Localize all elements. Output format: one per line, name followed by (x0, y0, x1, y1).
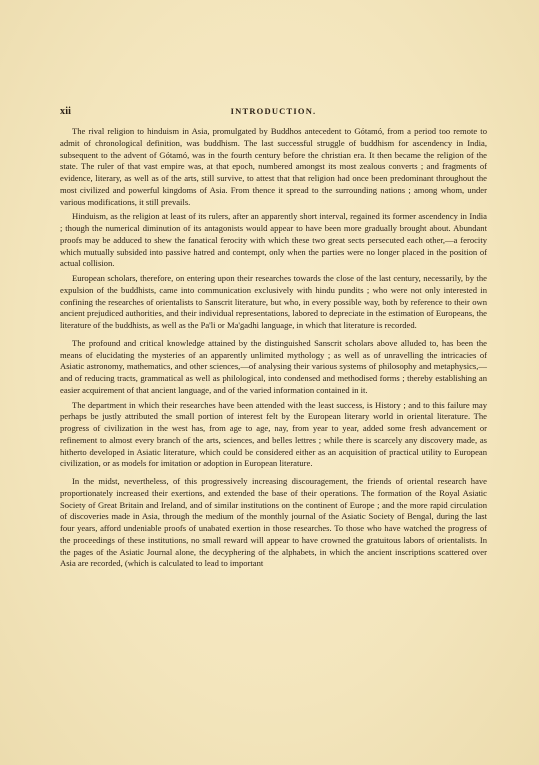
paragraph-history: The department in which their researches have been attended with the least success, is History ; and to this failure may perhaps be justly attributed the small portion of interest felt by the European literary world in oriental literature. The progress of civilization in the west has, from age to age, nay, from year to year, added some fresh advancement or refinement to almost every branch of the arts, sciences, and belles lettres ; while there is scarcely any discovery made, as hitherto developed in Asiatic literature, which could be considered either as an acquisition of practical utility to European civilization, or as models for imitation or adoption in European literature. (60, 399, 487, 469)
page-number: xii (60, 106, 72, 117)
page-header (60, 106, 487, 120)
body-text (60, 126, 487, 573)
paragraph-hinduism: Hinduism, as the religion at least of its rulers, after an apparently short interval, regained its former ascendency in India ; though the numerical diminution of its antagonists would appear to have been more gradually brought about. Abundant proofs may be adduced to shew the fanatical ferocity with which these two great sects persecuted each other,—a ferocity which mutually subsided into passive hatred and contempt, only when the parties were no longer placed in the position of actual collision. (60, 211, 487, 269)
paragraph-european-scholars: European scholars, therefore, on entering upon their researches towards the close of the last century, necessarily, by the expulsion of the buddhists, came into communication exclusively with hindu pundits ; who were not only interested in confining the researches of orientalists to Sanscrit literature, but who, in every possible way, both by reference to their own ancient prejudiced authorities, and their individual representations, labored to depreciate in the estimation of Europeans, the literature of the buddhists, as well as the Pa'li or Ma'gadhi language, in which that literature is recorded. (60, 273, 487, 330)
running-head: INTRODUCTION. (230, 106, 317, 116)
paragraph-sanscrit-knowledge: The profound and critical knowledge attained by the distinguished Sanscrit scholars above alluded to, has been the means of elucidating the mysteries of an apparently unlimited mythology ; as well as of unravelling the intricacies of Asiatic astronomy, mathematics, and other sciences,—of analysing their various systems of philosophy and metaphysics,—and of reducing tracts, grammatical as well as philological, into condensed and methodised forms ; thereby establishing an easier acquirement of that ancient language, and of the varied information contained in it. (60, 337, 487, 395)
paragraph-oriental-research: In the midst, nevertheless, of this progressively increasing discouragement, the friends of oriental research have proportionately increased their exertions, and extended the base of their operations. The formation of the Royal Asiatic Society of Great Britain and Ireland, and of similar institutions on the continent of Europe ; and the more rapid circulation of discoveries made in Asia, through the medium of the monthly journal of the Asiatic Society of Bengal, during the last four years, afford undeniable proofs of unabated exertion in those researches. To those who have watched the progress of the proceedings of these institutions, no small reward will appear to have crowned the gratuitous labors of orientalists. In the pages of the Asiatic Journal alone, the decyphering of the alphabets, in which the ancient inscriptions scattered over Asia are recorded, (which is calculated to lead to important (60, 476, 487, 569)
paragraph-buddhism: The rival religion to hinduism in Asia, promulgated by Buddhos antecedent to Gótamó, from a period too remote to admit of chronological definition, was buddhism. The last successful struggle of buddhism for ascendency in India, subsequent to the advent of Gótamó, was in the fourth century before the christian era. It then became the religion of the state. The ruler of that vast empire was, at that epoch, numbered amongst its most zealous converts ; and fragments of evidence, literary, as well as of the arts, still survive, to attest that that religion had once been predominant throughout the most civilized and powerful kingdoms of Asia. From thence it spread to the surrounding nations ; among whom, under various modifications, it still prevails. (60, 126, 487, 207)
